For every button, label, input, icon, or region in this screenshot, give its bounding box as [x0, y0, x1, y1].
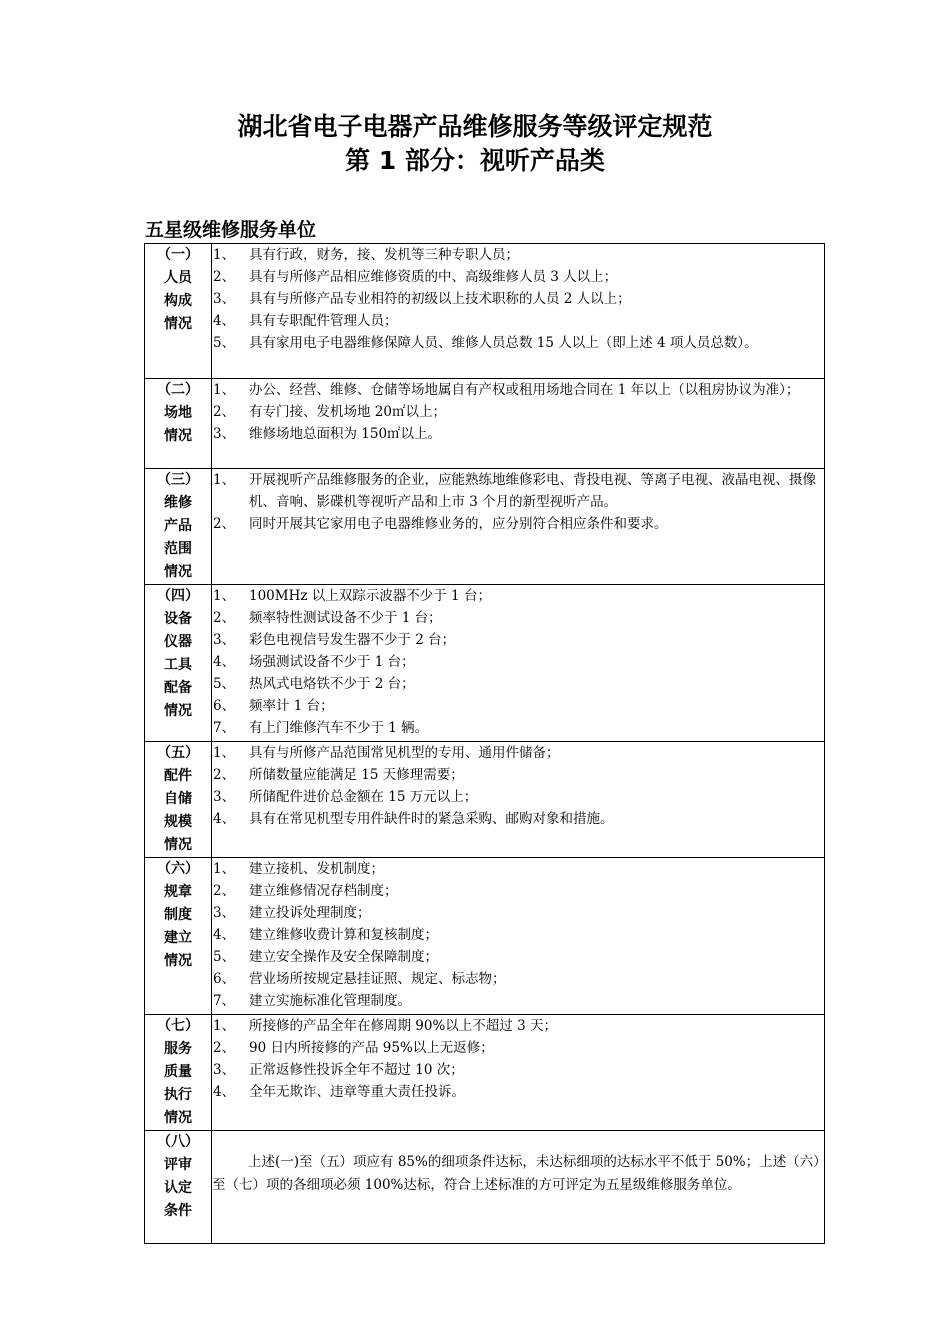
item-number: 2、	[213, 516, 236, 532]
item-text: 同时开展其它家用电子电器维修业务的，应分别符合相应条件和要求。	[249, 516, 668, 532]
criteria-item	[212, 401, 824, 423]
criteria-row	[145, 1131, 825, 1244]
category-label-part: （五）	[157, 745, 199, 761]
item-text: 100MHz 以上双踪示波器不少于 1 台；	[249, 588, 491, 604]
item-number: 4、	[213, 654, 236, 670]
category-label-part: 条件	[164, 1203, 192, 1219]
item-text: 具有与所修产品相应维修资质的中、高级维修人员 3 人以上；	[249, 269, 618, 285]
item-text: 建立实施标准化管理制度。	[249, 993, 411, 1009]
criteria-item	[212, 990, 824, 1012]
item-number: 1、	[213, 472, 236, 488]
criteria-content	[212, 469, 825, 585]
criteria-item	[212, 1059, 824, 1081]
item-number: 1、	[213, 588, 236, 604]
criteria-item	[212, 379, 824, 401]
item-number: 3、	[213, 789, 236, 805]
criteria-content	[212, 244, 825, 379]
category-label-part: 建立	[164, 930, 192, 946]
item-text: 所接修的产品全年在修周期 90%以上不超过 3 天；	[249, 1018, 557, 1034]
category-label-part: 构成	[164, 293, 192, 309]
criteria-table	[144, 243, 825, 1244]
item-text: 开展视听产品维修服务的企业，应能熟练地维修彩电、背投电视、等离子电视、液晶电视、摄像机、音响、影碟机等视听产品和上市 3 个月的新型视听产品。	[249, 472, 816, 510]
item-number: 5、	[213, 335, 236, 351]
criteria-row	[145, 1015, 825, 1131]
criteria-item	[212, 607, 824, 629]
item-number: 3、	[213, 632, 236, 648]
category-label-part: 认定	[164, 1180, 192, 1196]
item-text: 正常返修性投诉全年不超过 10 次；	[249, 1062, 464, 1078]
item-text: 彩色电视信号发生器不少于 2 台；	[249, 632, 456, 648]
item-number: 1、	[213, 247, 236, 263]
item-text: 具有家用电子电器维修保障人员、维修人员总数 15 人以上（即上述 4 项人员总数）。	[249, 335, 758, 351]
item-text: 建立投诉处理制度；	[249, 905, 371, 921]
criteria-item	[212, 764, 824, 786]
criteria-item	[212, 1037, 824, 1059]
criteria-item	[212, 244, 824, 266]
category-label-part: 情况	[164, 564, 192, 580]
item-number: 5、	[213, 949, 236, 965]
category-label-part: 情况	[164, 703, 192, 719]
item-number: 6、	[213, 971, 236, 987]
item-number: 2、	[213, 767, 236, 783]
item-number: 2、	[213, 269, 236, 285]
criteria-item	[212, 469, 824, 513]
criteria-row	[145, 379, 825, 469]
item-text: 营业场所按规定悬挂证照、规定、标志物；	[249, 971, 506, 987]
item-text: 所储配件进价总金额在 15 万元以上；	[249, 789, 478, 805]
category-label-part: 制度	[164, 907, 192, 923]
category-label-part: 情况	[164, 1110, 192, 1126]
item-text: 具有在常见机型专用件缺件时的紧急采购、邮购对象和措施。	[249, 811, 614, 827]
criteria-row	[145, 585, 825, 742]
criteria-content	[212, 585, 825, 742]
category-label-part: 情况	[164, 316, 192, 332]
item-text: 建立维修收费计算和复核制度；	[249, 927, 438, 943]
item-text: 全年无欺诈、违章等重大责任投诉。	[249, 1084, 465, 1100]
item-text: 办公、经营、维修、仓储等场地属自有产权或租用场地合同在 1 年以上（以租房协议为准）；	[249, 382, 800, 398]
document-title-line1: 湖北省电子电器产品维修服务等级评定规范	[237, 112, 713, 141]
criteria-item	[212, 585, 824, 607]
category-label-part: 人员	[164, 270, 192, 286]
item-text: 有上门维修汽车不少于 1 辆。	[249, 720, 429, 736]
category-label-part: 自储	[164, 791, 192, 807]
section-title: 五星级维修服务单位	[145, 219, 317, 241]
criteria-category	[145, 1131, 212, 1244]
item-number: 3、	[213, 905, 236, 921]
criteria-item	[212, 924, 824, 946]
criteria-content	[212, 1131, 825, 1244]
category-label-part: 范围	[164, 541, 192, 557]
criteria-category	[145, 1015, 212, 1131]
criteria-item	[212, 786, 824, 808]
category-label-part: （四）	[157, 588, 199, 604]
criteria-item	[212, 288, 824, 310]
item-text: 所储数量应能满足 15 天修理需要；	[249, 767, 464, 783]
item-number: 1、	[213, 861, 236, 877]
criteria-item	[212, 513, 824, 535]
criteria-item	[212, 332, 824, 354]
item-number: 3、	[213, 426, 236, 442]
category-label-part: 情况	[164, 428, 192, 444]
criteria-content	[212, 858, 825, 1015]
category-label-part: 仪器	[164, 634, 192, 650]
category-label-part: （一）	[157, 247, 199, 263]
item-text: 建立维修情况存档制度；	[249, 883, 398, 899]
item-number: 1、	[213, 1018, 236, 1034]
category-label-part: 质量	[164, 1064, 192, 1080]
criteria-item	[212, 695, 824, 717]
item-text: 频率计 1 台；	[249, 698, 334, 714]
document-title-line2: 第 1 部分：视听产品类	[345, 146, 605, 175]
category-label-part: （三）	[157, 472, 199, 488]
criteria-row	[145, 858, 825, 1015]
category-label-part: （八）	[157, 1134, 199, 1150]
criteria-content	[212, 379, 825, 469]
category-label-part: 情况	[164, 837, 192, 853]
category-label-part: 规章	[164, 884, 192, 900]
item-text: 有专门接、发机场地 20㎡以上；	[249, 404, 446, 420]
category-label-part: （七）	[157, 1018, 199, 1034]
category-label-part: 设备	[164, 611, 192, 627]
item-number: 5、	[213, 676, 236, 692]
category-label-part: 情况	[164, 953, 192, 969]
criteria-category	[145, 585, 212, 742]
criteria-item	[212, 742, 824, 764]
item-number: 3、	[213, 291, 236, 307]
item-text: 热风式电烙铁不少于 2 台；	[249, 676, 415, 692]
criteria-item	[212, 946, 824, 968]
category-label-part: （二）	[157, 382, 199, 398]
criteria-item	[212, 858, 824, 880]
item-text: 建立安全操作及安全保障制度；	[249, 949, 438, 965]
category-label-part: 服务	[164, 1041, 192, 1057]
criteria-category	[145, 379, 212, 469]
criteria-paragraph: 上述(一)至（五）项应有 85%的细项条件达标，未达标细项的达标水平不低于 50%；上述（六）至（七）项的各细项必须 100%达标，符合上述标准的方可评定为五星级维修服务单位。	[212, 1154, 820, 1193]
criteria-category	[145, 858, 212, 1015]
criteria-item	[212, 651, 824, 673]
item-text: 建立接机、发机制度；	[249, 861, 384, 877]
category-label-part: 维修	[164, 495, 192, 511]
criteria-item	[212, 880, 824, 902]
criteria-item	[212, 1015, 824, 1037]
criteria-item	[212, 968, 824, 990]
criteria-item	[212, 1081, 824, 1103]
item-text: 具有专职配件管理人员；	[249, 313, 398, 329]
criteria-item	[212, 423, 824, 445]
criteria-item	[212, 808, 824, 830]
category-label-part: 配备	[164, 680, 192, 696]
criteria-item	[212, 310, 824, 332]
criteria-category	[145, 244, 212, 379]
item-number: 6、	[213, 698, 236, 714]
criteria-item	[212, 629, 824, 651]
item-number: 2、	[213, 883, 236, 899]
category-label-part: 规模	[164, 814, 192, 830]
criteria-item	[212, 266, 824, 288]
item-number: 7、	[213, 720, 236, 736]
item-text: 维修场地总面积为 150㎡以上。	[249, 426, 442, 442]
category-label-part: 产品	[164, 518, 192, 534]
item-number: 4、	[213, 811, 236, 827]
category-label-part: 评审	[164, 1157, 192, 1173]
item-number: 4、	[213, 1084, 236, 1100]
item-number: 7、	[213, 993, 236, 1009]
item-number: 4、	[213, 313, 236, 329]
item-number: 1、	[213, 382, 236, 398]
item-number: 1、	[213, 745, 236, 761]
criteria-category	[145, 469, 212, 585]
item-number: 2、	[213, 610, 236, 626]
criteria-content	[212, 1015, 825, 1131]
item-number: 2、	[213, 1040, 236, 1056]
item-number: 4、	[213, 927, 236, 943]
category-label-part: 工具	[164, 657, 192, 673]
item-number: 3、	[213, 1062, 236, 1078]
item-text: 90 日内所接修的产品 95%以上无返修；	[249, 1040, 494, 1056]
criteria-item	[212, 673, 824, 695]
item-text: 频率特性测试设备不少于 1 台；	[249, 610, 442, 626]
category-label-part: 执行	[164, 1087, 192, 1103]
criteria-item	[212, 717, 824, 739]
criteria-row	[145, 742, 825, 858]
item-text: 具有与所修产品专业相符的初级以上技术职称的人员 2 人以上；	[249, 291, 631, 307]
item-text: 场强测试设备不少于 1 台；	[249, 654, 415, 670]
item-text: 具有行政，财务，接、发机等三种专职人员；	[249, 247, 519, 263]
criteria-row	[145, 244, 825, 379]
criteria-category	[145, 742, 212, 858]
criteria-row	[145, 469, 825, 585]
item-number: 2、	[213, 404, 236, 420]
criteria-item	[212, 902, 824, 924]
category-label-part: 配件	[164, 768, 192, 784]
item-text: 具有与所修产品范围常见机型的专用、通用件储备；	[249, 745, 560, 761]
criteria-content	[212, 742, 825, 858]
category-label-part: 场地	[164, 405, 192, 421]
category-label-part: （六）	[157, 861, 199, 877]
